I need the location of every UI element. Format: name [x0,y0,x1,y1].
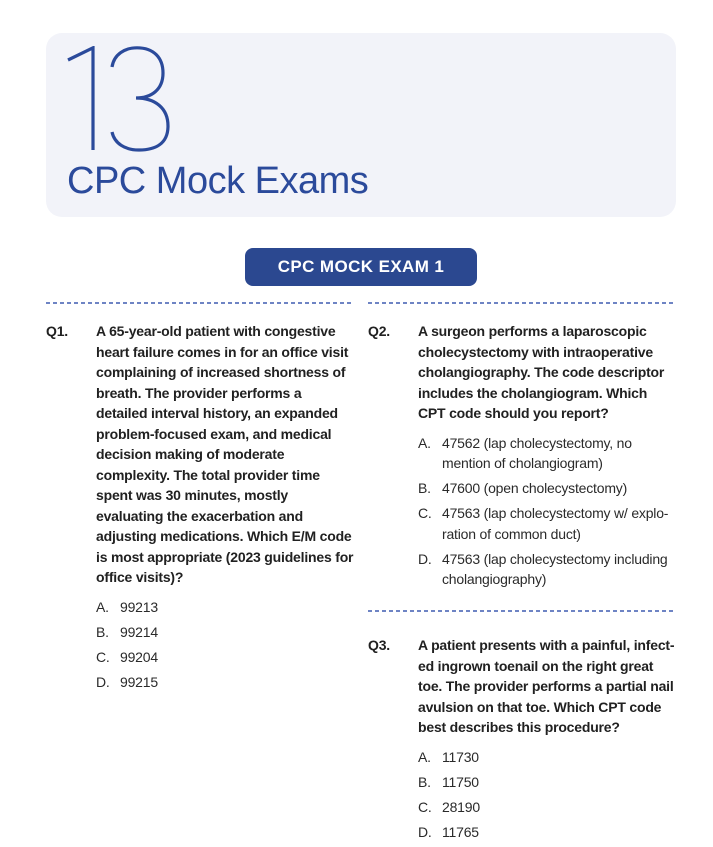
chapter-header-card [46,33,676,217]
option-row [96,672,354,693]
question-q2 [368,321,676,594]
option-text: 99214 [120,623,158,640]
option-letter: D. [418,823,432,840]
chapter-number-figure [66,46,174,152]
option-letter: D. [418,550,432,567]
chapter-title: CPC Mock Exams [67,160,369,202]
exam-banner-row [46,248,676,286]
option-text: 11750 [442,773,479,790]
option-letter: A. [96,598,109,615]
question-q3 [368,635,676,847]
question-body [418,635,676,847]
column-right [368,302,676,847]
option-row [96,622,354,643]
question-separator [368,610,676,612]
option-letter: A. [418,748,431,765]
option-letter: C. [96,648,110,665]
questions-area [46,302,676,847]
option-text: 28190 [442,798,480,815]
option-row [418,478,676,499]
option-text: 11730 [442,748,479,765]
option-text: 47563 (lap cholecystectomy w/ exploration of common duct) [442,505,669,542]
exam-banner: CPC MOCK EXAM 1 [245,248,478,286]
options-list [418,433,676,590]
option-letter: A. [418,434,431,451]
option-row [96,647,354,668]
question-text: A 65-year-old patient with congestive heart failure comes in for an office visit complaining of increased shortness of breath. The provider performs a detailed interval history, an expanded problem-focused exam, and medical decision making of moderate complexity. The total provider time spent was 30 minutes, mostly evaluating the exacerbation and adjusting medications. Which E/M code is most appropriate (2023 guidelines for office visits)? [96,323,354,585]
question-label: Q2. [368,323,390,339]
question-label: Q3. [368,637,390,653]
option-row [418,747,676,768]
option-text: 11765 [442,823,479,840]
options-list [418,747,676,843]
option-row [418,772,676,793]
option-row [96,597,354,618]
option-text: 47563 (lap cholecystectomy including cholangiography) [442,550,668,587]
chapter-number [46,33,47,34]
question-separator [46,302,354,304]
question-separator [368,302,676,304]
option-row [418,503,676,544]
option-row [418,822,676,843]
option-row [418,549,676,590]
option-letter: C. [418,798,432,815]
digit-three-path [112,48,168,150]
option-letter: C. [418,505,432,521]
option-letter: B. [96,623,109,640]
option-letter: B. [418,480,431,496]
option-text: 47600 (open cholecystectomy) [442,480,628,496]
options-list [96,597,354,693]
question-q1 [46,321,354,697]
question-text: A surgeon performs a laparoscopic cholecystectomy with intraoperative cholangiography. The code descriptor includes the cholangiogram. Which CPT code should you report? [418,323,665,421]
option-letter: D. [96,673,110,690]
question-label: Q1. [46,323,68,339]
option-text: 99213 [120,598,158,615]
question-body [96,321,354,697]
digit-one-path [68,48,93,150]
option-text: 99215 [120,673,158,690]
question-body [418,321,676,594]
question-text: A patient presents with a painful, infected ingrown toenail on the right great toe. The provider performs a partial nail avulsion on that toe. Which CPT code best describes this procedure? [418,637,675,735]
column-left [46,302,354,847]
option-row [418,433,676,474]
option-text: 47562 (lap cholecystectomy, no mention of cholangiogram) [442,434,632,471]
option-text: 99204 [120,648,158,665]
option-letter: B. [418,773,431,790]
option-row [418,797,676,818]
